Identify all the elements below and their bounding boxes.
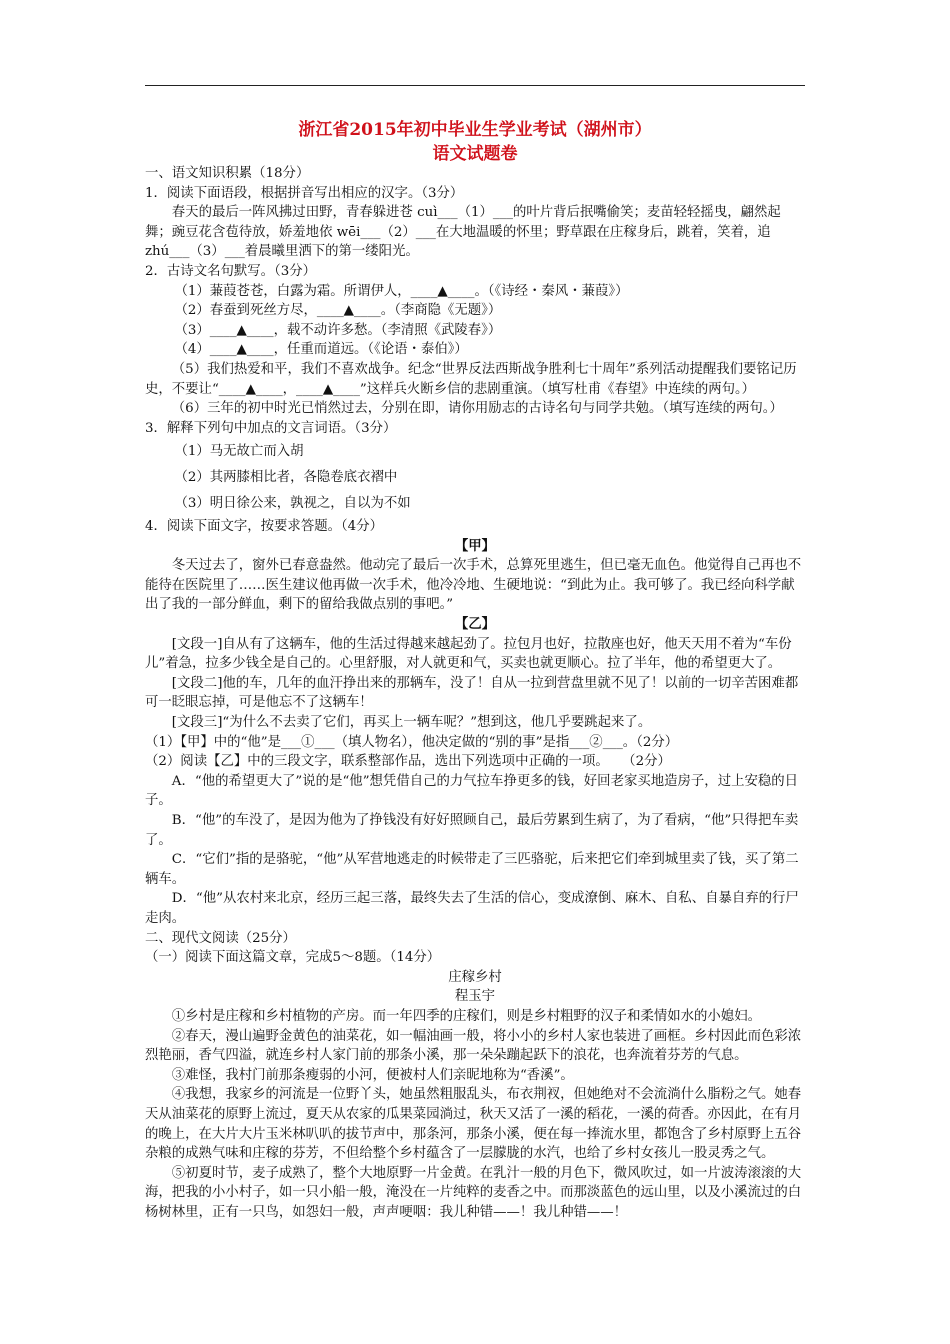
choice-option: B．“他”的车没了，是因为他为了挣钱没有好好照顾自己，最后劳累到生病了，为了看病，“他”只得把车卖了。: [145, 813, 799, 848]
choice-option: D．“他”从农村来北京，经历三起三落，最终失去了生活的信心，变成潦倒、麻木、自私、自暴自弃的行尸走肉。: [145, 891, 799, 926]
poem-item: （5）我们热爱和平，我们不喜欢战争。纪念“世界反法西斯战争胜利七十周年”系列活动提醒我们要铭记历史，不要让“____▲____，____▲____”这样兵火断乡信的悲剧重演。（填写杜甫《春望》中连续的两句。）: [145, 361, 797, 397]
sub-question: （2）阅读【乙】中的三段文字，联系整部作品，选出下列选项中正确的一项。 （2分）: [145, 754, 671, 770]
poem-item: （6）三年的初中时光已悄然过去，分别在即，请你用励志的古诗名句与同学共勉。（填写连续的两句。）: [171, 401, 783, 417]
passage-label: 【乙】: [454, 616, 496, 633]
exam-subtitle: 语文试题卷: [432, 144, 518, 164]
section-heading: 一、语文知识积累（18分）: [145, 166, 310, 181]
classical-item: （1）马无故亡而入胡: [174, 444, 304, 460]
article-paragraph: ①乡村是庄稼和乡村植物的产房。而一年四季的庄稼们，则是乡村粗野的汉子和柔情如水的小媳妇。: [171, 1008, 761, 1024]
question-stem: 1．阅读下面语段，根据拼音写出相应的汉字。（3分）: [145, 185, 464, 201]
passage-paragraph: [文段三]“为什么不去卖了它们，再买上一辆车呢？”想到这，他几乎要跳起来了。: [171, 715, 652, 731]
classical-item: （3）明日徐公来，孰视之，自以为不如: [174, 495, 411, 511]
passage-paragraph: [文段一]自从有了这辆车，他的生活过得越来越起劲了。拉包月也好，拉散座也好，他天天用不着为“车份儿”着急，拉多少钱全是自己的。心里舒服，对人就更和气，买卖也就更顺心。拉了半年，他的希望更大了。: [145, 636, 792, 672]
classical-item: （2）其两膝相比者，各隐卷底衣褶中: [174, 469, 398, 485]
article-title: 庄稼乡村: [448, 969, 502, 985]
passage-label: 【甲】: [454, 537, 496, 554]
article-paragraph: ④我想，我家乡的河流是一位野丫头，她虽然粗服乱头，布衣荆衩，但她绝对不会流淌什么脂粉之气。她春天从油菜花的原野上流过，夏天从农家的瓜果菜园淌过，秋天又活了一溪的稻花，一溪的荷香。亦因此，在有月的晚上，在大片大片玉米林叭叭的拔节声中，那条河，那条小溪，便在每一捧流水里，都饱含了乡村原野上五谷杂粮的成熟气味和庄稼的芬芳，不但给整个乡村蕴含了一层朦胧的水汽，也给了乡村女孩儿一股灵秀之气。: [145, 1087, 802, 1162]
article-author: 程玉宇: [454, 989, 496, 1005]
article-paragraph: ⑤初夏时节，麦子成熟了，整个大地原野一片金黄。在乳汁一般的月色下，微风吹过，如一片波涛滚滚的大海，把我的小小村子，如一只小船一般，淹没在一片纯粹的麦香之中。而那淡蓝色的远山里，以及小溪流过的白杨树林里，正有一只鸟，如怨妇一般，声声哽咽：我儿种错——！我儿种错——！: [145, 1165, 802, 1220]
choice-option: C．“它们”指的是骆驼，“他”从军营地逃走的时候带走了三匹骆驼，后来把它们牵到城里卖了钱，买了第二辆车。: [145, 852, 799, 887]
poem-item: （4）____▲____，任重而道远。（《论语・泰伯》）: [174, 342, 468, 358]
title-block: [145, 118, 805, 166]
question-stem: 2．古诗文名句默写。（3分）: [145, 263, 317, 279]
section-heading: 二、现代文阅读（25分）: [145, 930, 296, 946]
exam-content: [145, 164, 805, 1222]
question-stem: 3．解释下列句中加点的文言词语。（3分）: [145, 420, 397, 436]
question-stem: 4．阅读下面文字，按要求答题。（4分）: [145, 519, 383, 535]
poem-item: （2）春蚕到死丝方尽，____▲____。（李商隐《无题》）: [174, 303, 502, 319]
poem-item: （1）蒹葭苍苍，白露为霜。所谓伊人，____▲____。（《诗经・秦风・蒹葭》）: [174, 283, 629, 299]
article-paragraph: ③难怪，我村门前那条瘦弱的小河，便被村人们亲昵地称为“香溪”。: [171, 1067, 574, 1083]
passage-paragraph: 冬天过去了，窗外已春意盎然。他动完了最后一次手术，总算死里逃生，但已毫无血色。他觉得自己再也不能待在医院里了……医生建议他再做一次手术，他冷冷地、生硬地说：“到此为止。我可够了。我已经向科学献出了我的一部分鲜血，剩下的留给我做点别的事吧。”: [145, 558, 802, 613]
choice-option: A．“他的希望更大了”说的是“他”想凭借自己的力气拉车挣更多的钱，好回老家买地造房子，过上安稳的日子。: [145, 773, 799, 809]
question-stem: （一）阅读下面这篇文章，完成5～8题。（14分）: [145, 950, 441, 966]
passage-paragraph: 春天的最后一阵风拂过田野，青春躲进苍 cuì___（1）___的叶片背后抿嘴偷笑；麦苗轻轻摇曳，翩然起舞；豌豆花含苞待放，娇羞地依 wēi___（2）___在大地温暖的怀里；野草跟在庄稼身后，跳着，笑着，追 zhú___（3）___着晨曦里洒下的第一缕阳光。: [145, 205, 781, 260]
sub-question: （1）【甲】中的“他”是___①___（填人物名），他决定做的“别的事”是指___②___。（2分）: [145, 734, 679, 750]
poem-item: （3）____▲____，载不动许多愁。（李清照《武陵春》）: [174, 322, 502, 338]
header-rule: [145, 85, 805, 86]
passage-paragraph: [文段二]他的车，几年的血汗挣出来的那辆车，没了！自从一拉到营盘里就不见了！以前的一切辛苦困难都可一眨眼忘掉，可是他忘不了这辆车！: [145, 675, 799, 711]
exam-title: 浙江省2015年初中毕业生学业考试（湖州市）: [298, 120, 652, 140]
article-paragraph: ②春天，漫山遍野金黄色的油菜花，如一幅油画一般，将小小的乡村人家也装进了画框。乡村因此而色彩浓烈艳丽，香气四溢，就连乡村人家门前的那条小溪，那一朵朵蹦起跃下的浪花，也奔流着芬芳的气息。: [145, 1028, 802, 1064]
